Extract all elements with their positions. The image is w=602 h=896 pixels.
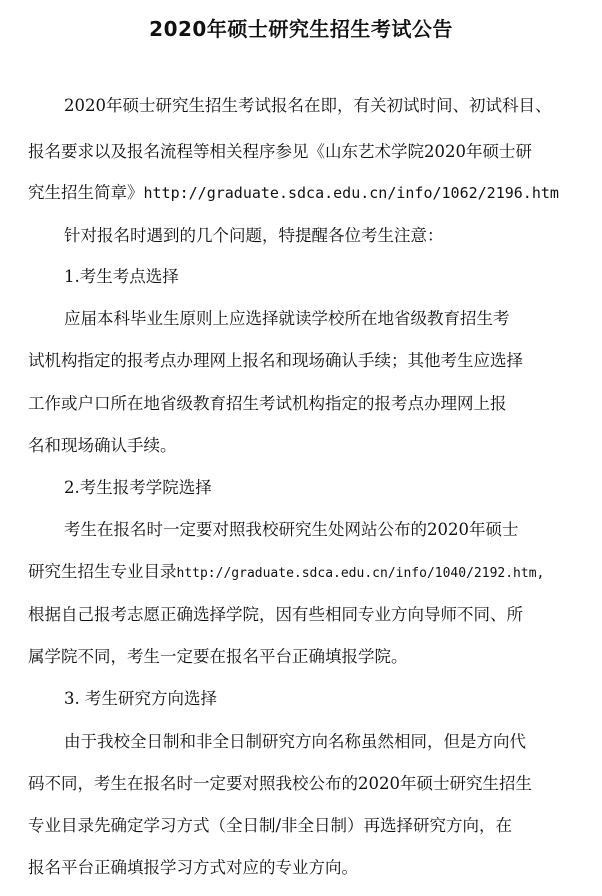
section-2-line-4: 属学院不同，考生一定要在报名平台正确填报学院。 bbox=[28, 647, 408, 666]
section-2-line-3: 根据自己报考志愿正确选择学院，因有些相同专业方向导师不同、所 bbox=[28, 605, 523, 624]
section-3-heading: 3. 考生研究方向选择 bbox=[64, 689, 217, 708]
intro-line-3 bbox=[28, 182, 559, 204]
section-1-line-4: 名和现场确认手续。 bbox=[28, 436, 177, 455]
intro-line-2: 报名要求以及报名流程等相关程序参见《山东艺术学院2020年硕士研 bbox=[28, 142, 532, 161]
section-2-heading: 2.考生报考学院选择 bbox=[64, 478, 212, 497]
intro-line-3-text: 究生招生简章》 bbox=[28, 183, 144, 202]
section-3-line-1: 由于我校全日制和非全日制研究方向名称虽然相同，但是方向代 bbox=[64, 732, 526, 751]
section-2-line-2-text: 研究生招生专业目录 bbox=[28, 562, 177, 581]
section-3-line-3: 专业目录先确定学习方式（全日制/非全日制）再选择研究方向，在 bbox=[28, 816, 513, 835]
section-2-line-2 bbox=[28, 561, 544, 583]
section-3-line-4: 报名平台正确填报学习方式对应的专业方向。 bbox=[28, 858, 358, 877]
page-title: 2020年硕士研究生招生考试公告 bbox=[149, 17, 453, 41]
intro-line-1: 2020年硕士研究生招生考试报名在即，有关初试时间、初试科目、 bbox=[64, 96, 552, 115]
section-1-heading: 1.考生考点选择 bbox=[64, 267, 179, 286]
section-3-line-2: 码不同，考生在报名时一定要对照我校公布的2020年硕士研究生招生 bbox=[28, 774, 532, 793]
section-1-line-2: 试机构指定的报考点办理网上报名和现场确认手续；其他考生应选择 bbox=[28, 351, 523, 370]
section-2-line-1: 考生在报名时一定要对照我校研究生处网站公布的2020年硕士 bbox=[64, 520, 519, 539]
notice-line: 针对报名时遇到的几个问题，特提醒各位考生注意： bbox=[64, 226, 444, 245]
section-1-line-1: 应届本科毕业生原则上应选择就读学校所在地省级教育招生考 bbox=[64, 309, 510, 328]
brochure-link[interactable]: http://graduate.sdca.edu.cn/info/1062/2196.htm bbox=[143, 184, 559, 202]
catalog-link[interactable]: http://graduate.sdca.edu.cn/info/1040/2192.htm, bbox=[176, 566, 545, 581]
section-1-line-3: 工作或户口所在地省级教育招生考试机构指定的报考点办理网上报 bbox=[28, 394, 507, 413]
